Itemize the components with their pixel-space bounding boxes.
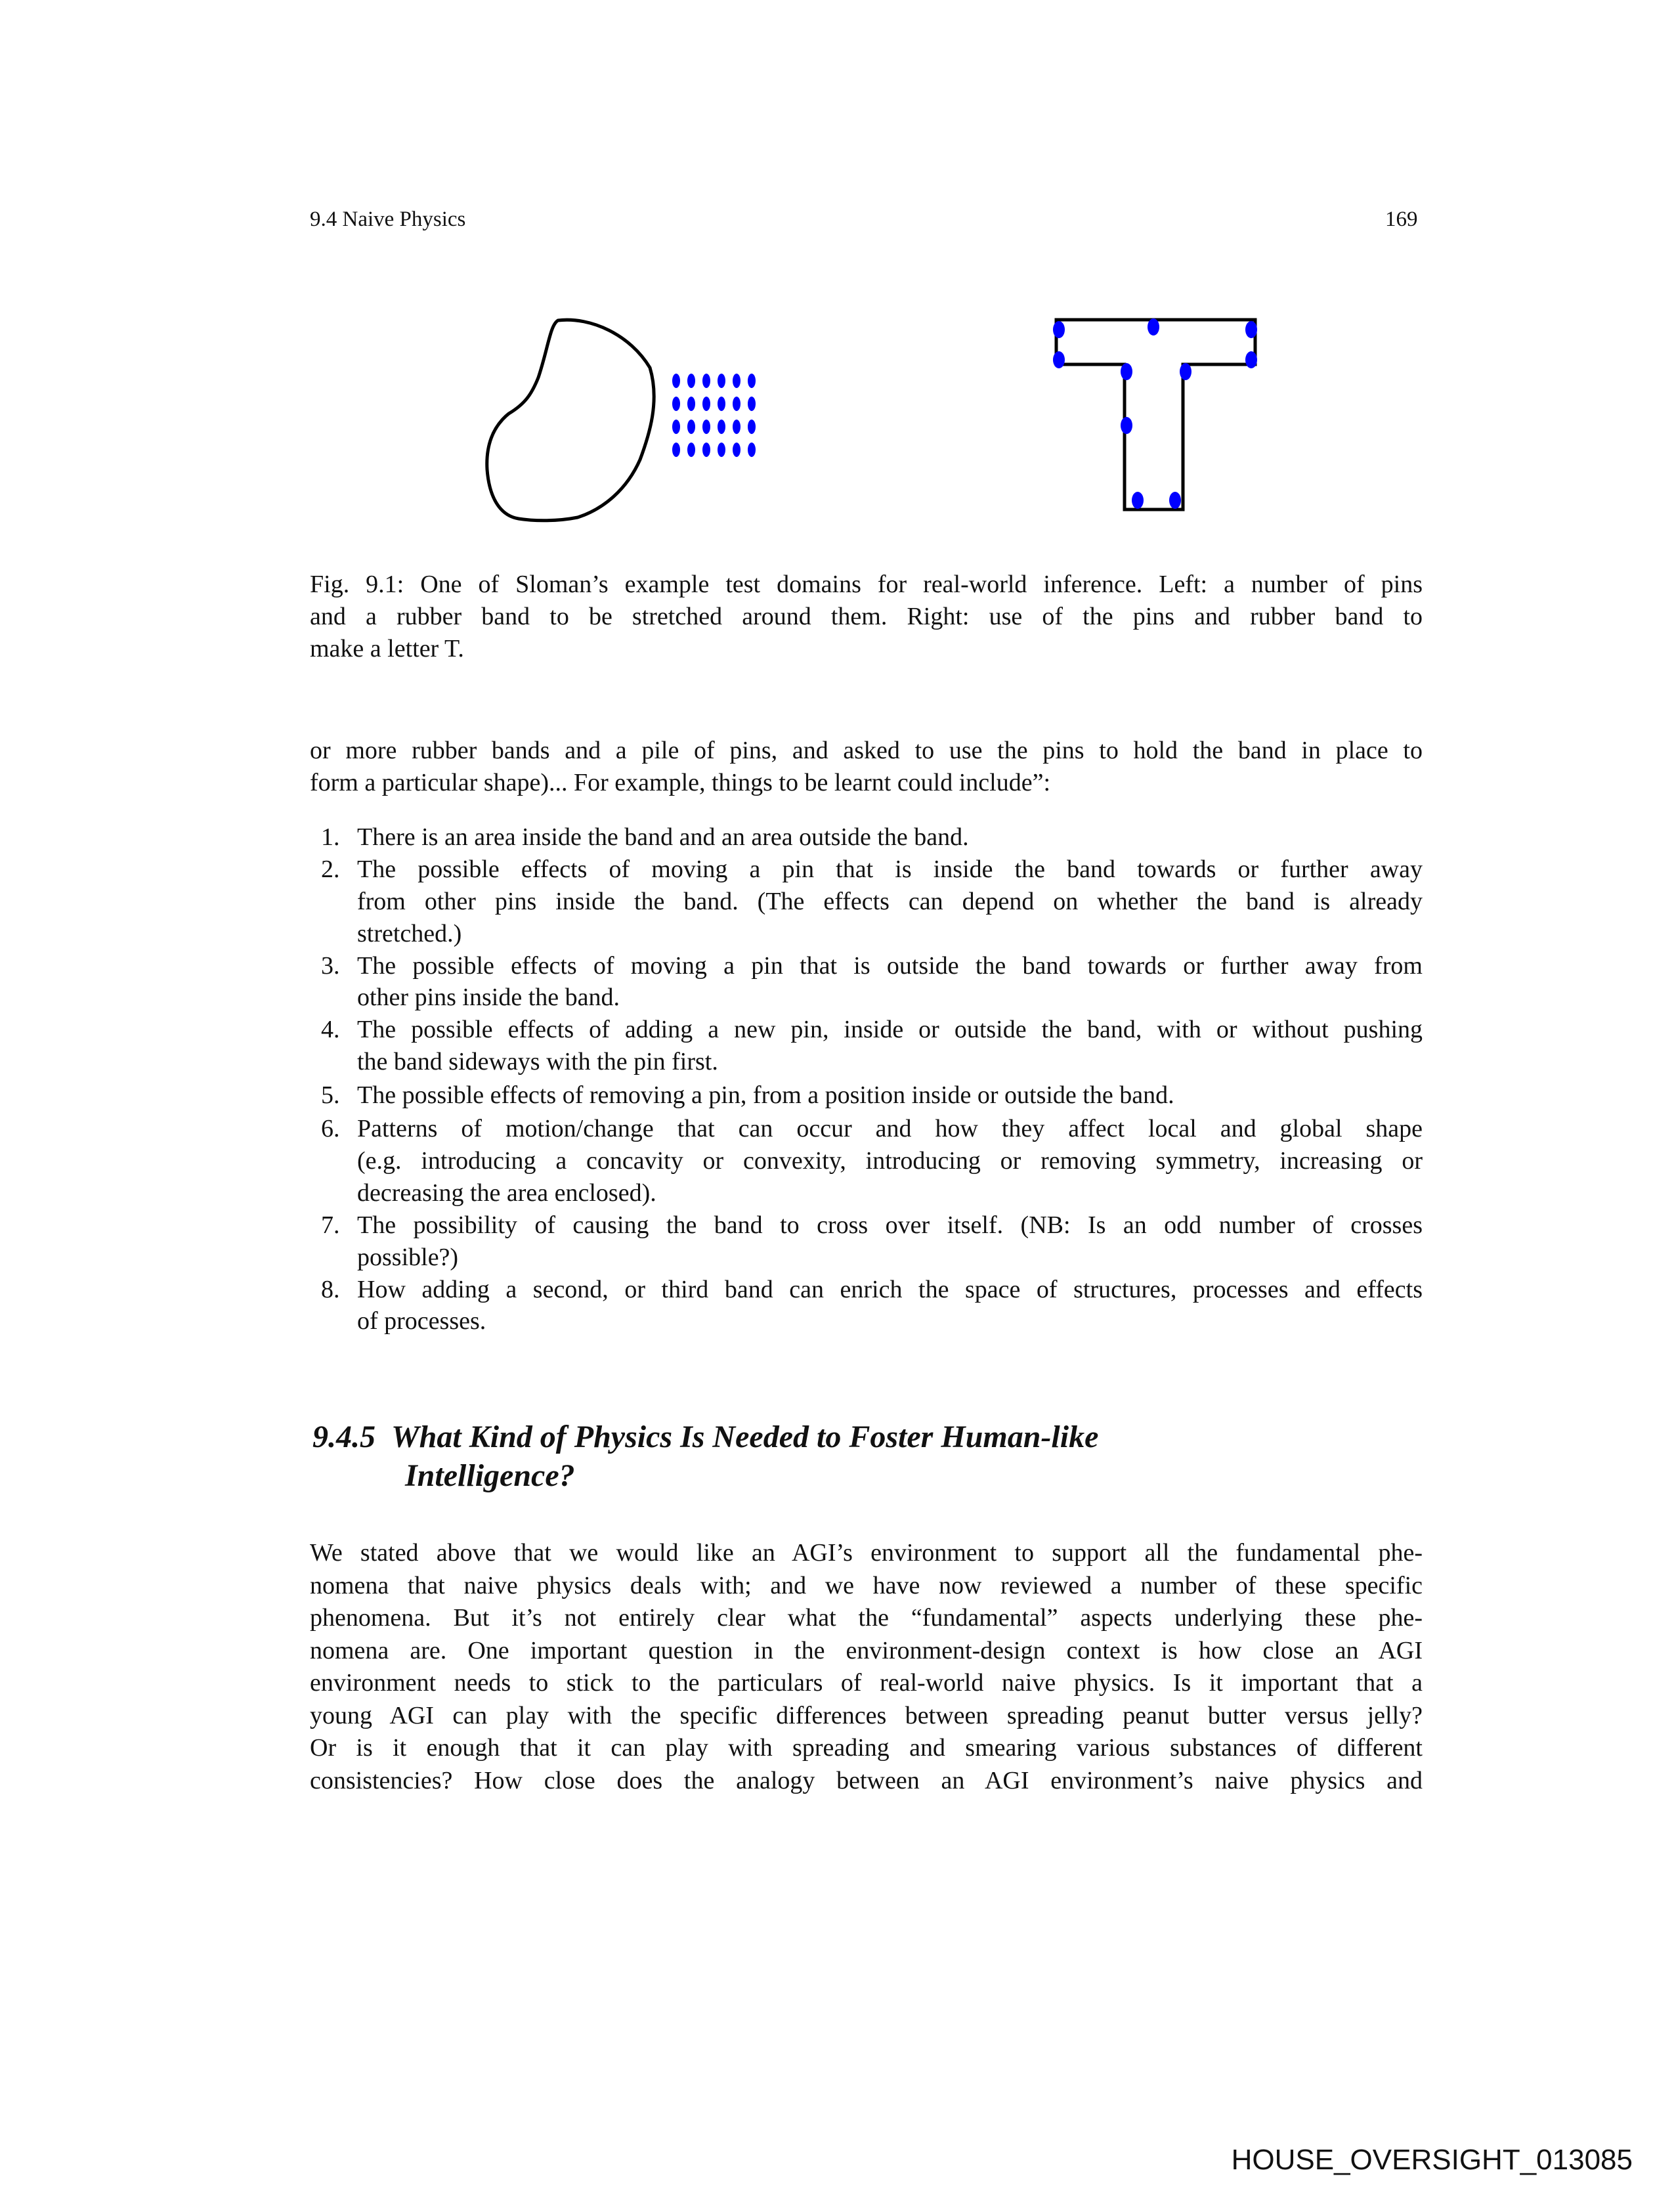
pin — [733, 374, 740, 388]
running-header-section: 9.4 Naive Physics — [310, 207, 466, 231]
list-item-line: There is an area inside the band and an area outside the band. — [357, 823, 969, 851]
list-number: 3. — [321, 951, 340, 980]
pin — [748, 420, 756, 434]
body-line: nomena that naive physics deals with; and we have now reviewed a number of these specific — [310, 1571, 1423, 1599]
pin — [1180, 363, 1191, 380]
page-number: 169 — [1385, 207, 1418, 231]
pin — [672, 397, 680, 411]
list-number: 6. — [321, 1115, 340, 1143]
section-number: 9.4.5 — [312, 1419, 376, 1454]
pin — [1121, 363, 1132, 380]
pin — [687, 374, 695, 388]
pin — [1245, 321, 1257, 338]
pin — [718, 443, 725, 457]
list-number: 4. — [321, 1016, 340, 1044]
list-number: 5. — [321, 1081, 340, 1110]
pin — [672, 443, 680, 457]
section-title-line: Intelligence? — [405, 1458, 575, 1494]
list-item-line: other pins inside the band. — [357, 984, 620, 1012]
pin — [702, 420, 710, 434]
pin — [1121, 417, 1132, 434]
section-heading — [312, 1418, 1098, 1457]
body-line: environment needs to stick to the particulars of real-world naive physics. Is it important that a — [310, 1669, 1423, 1697]
list-item-line: The possibility of causing the band to cross over itself. (NB: Is an odd number of crosses — [357, 1211, 1423, 1239]
pin — [718, 374, 725, 388]
pin — [1053, 351, 1065, 368]
pin — [748, 374, 756, 388]
rubber-band-blob — [487, 320, 654, 521]
pin — [733, 397, 740, 411]
paragraph-line: or more rubber bands and a pile of pins, and asked to use the pins to hold the band in place to — [310, 737, 1423, 765]
pin — [1148, 318, 1159, 336]
body-line: consistencies? How close does the analogy between an AGI environment’s naive physics and — [310, 1766, 1423, 1794]
list-item-line: The possible effects of adding a new pin, inside or outside the band, with or without pushing — [357, 1016, 1423, 1044]
pin — [733, 443, 740, 457]
body-line: nomena are. One important question in the environment-design context is how close an AGI — [310, 1636, 1423, 1664]
pin — [748, 443, 756, 457]
list-number: 8. — [321, 1275, 340, 1303]
list-item-line: stretched.) — [357, 919, 462, 947]
list-number: 1. — [321, 823, 340, 851]
list-item-line: (e.g. introducing a concavity or convexity, introducing or removing symmetry, increasing or — [357, 1147, 1423, 1175]
list-item-line: possible?) — [357, 1243, 459, 1271]
list-item-line: Patterns of motion/change that can occur and how they affect local and global shape — [357, 1115, 1423, 1143]
list-item-line: decreasing the area enclosed). — [357, 1179, 656, 1207]
pin — [687, 420, 695, 434]
body-line: We stated above that we would like an AGI’s environment to support all the fundamental phe- — [310, 1539, 1423, 1567]
body-line: phenomena. But it’s not entirely clear what the “fundamental” aspects underlying these phe- — [310, 1604, 1423, 1632]
document-stamp: HOUSE_OVERSIGHT_013085 — [1231, 2144, 1633, 2176]
section-title-line: What Kind of Physics Is Needed to Foster Human-like — [391, 1419, 1099, 1454]
pin — [672, 420, 680, 434]
pin — [687, 397, 695, 411]
list-item-line: the band sideways with the pin first. — [357, 1048, 718, 1076]
list-number: 7. — [321, 1211, 340, 1239]
pin — [718, 420, 725, 434]
pin — [718, 397, 725, 411]
pin — [733, 420, 740, 434]
pin — [672, 374, 680, 388]
figure-caption-line: and a rubber band to be stretched around them. Right: use of the pins and rubber band to — [310, 603, 1423, 631]
list-item-line: The possible effects of removing a pin, from a position inside or outside the band. — [357, 1081, 1174, 1110]
pin-grid — [672, 374, 756, 457]
figure-caption-line: make a letter T. — [310, 635, 464, 663]
list-number: 2. — [321, 855, 340, 883]
letter-t-band — [1056, 320, 1255, 510]
list-item-line: from other pins inside the band. (The effects can depend on whether the band is already — [357, 887, 1423, 915]
pin — [702, 374, 710, 388]
pin — [687, 443, 695, 457]
pin — [1245, 351, 1257, 368]
body-line: young AGI can play with the specific differences between spreading peanut butter versus jelly? — [310, 1701, 1423, 1729]
pin — [702, 397, 710, 411]
letter-t-pins — [1053, 318, 1257, 509]
pin — [1053, 321, 1065, 338]
body-line: Or is it enough that it can play with spreading and smearing various substances of different — [310, 1734, 1423, 1762]
pin — [1132, 492, 1144, 509]
figure-caption-line: Fig. 9.1: One of Sloman’s example test domains for real-world inference. Left: a number of pins — [310, 571, 1423, 599]
list-item-line: The possible effects of moving a pin that is outside the band towards or further away from — [357, 951, 1423, 980]
list-item-line: The possible effects of moving a pin that is inside the band towards or further away — [357, 855, 1423, 883]
list-item-line: How adding a second, or third band can enrich the space of structures, processes and effects — [357, 1275, 1423, 1303]
pin — [748, 397, 756, 411]
paragraph-line: form a particular shape)... For example, things to be learnt could include”: — [310, 769, 1051, 797]
figure-9-1 — [0, 0, 1674, 591]
pin — [702, 443, 710, 457]
pin — [1169, 492, 1181, 509]
list-item-line: of processes. — [357, 1307, 486, 1335]
